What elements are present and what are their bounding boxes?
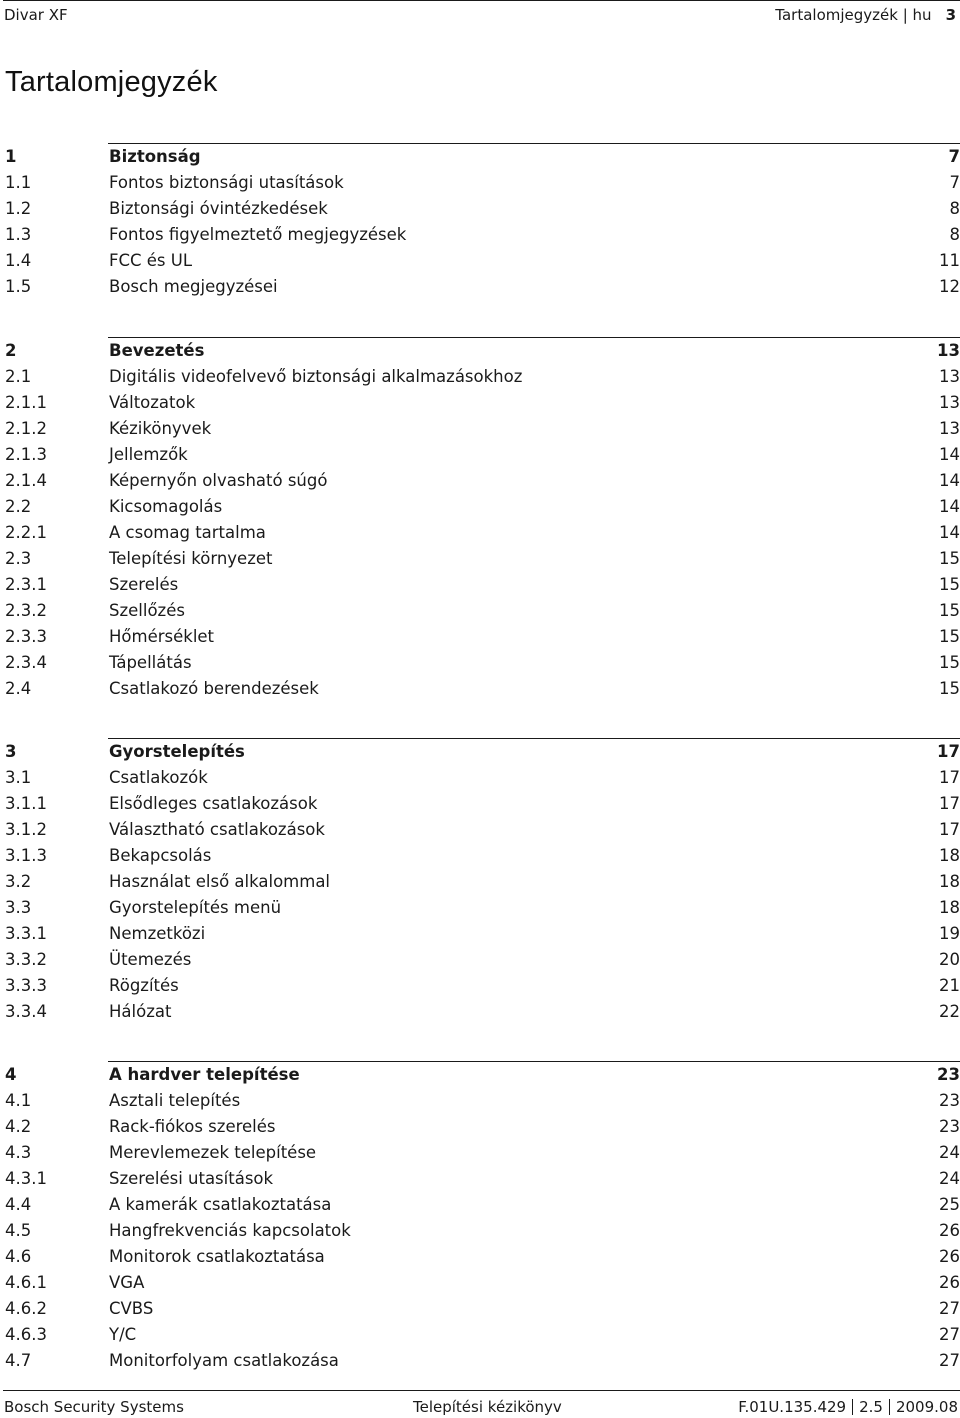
toc-entry[interactable]	[5, 1140, 960, 1166]
toc-entry-page: 17	[939, 820, 960, 839]
toc-entry-number: 2.3	[5, 549, 32, 568]
toc-entry-title: Merevlemezek telepítése	[109, 1143, 317, 1162]
toc-entry-title: Csatlakozó berendezések	[109, 679, 319, 698]
toc-entry-page: 17	[937, 742, 960, 761]
toc-entry[interactable]	[5, 624, 960, 650]
header-product-name: Divar XF	[4, 6, 68, 24]
toc-entry-page: 11	[939, 251, 960, 270]
header-section-label: Tartalomjegyzék | hu	[775, 6, 932, 24]
toc-entry-page: 21	[939, 976, 960, 995]
header-section-info	[775, 6, 956, 24]
toc-entry-title: Biztonsági óvintézkedések	[109, 199, 328, 218]
toc-entry[interactable]	[5, 416, 960, 442]
toc-entry-title: Rögzítés	[109, 976, 179, 995]
toc-entry-number: 4.1	[5, 1091, 32, 1110]
footer-rule	[3, 1390, 960, 1391]
toc-entry-title: Szellőzés	[109, 601, 185, 620]
toc-entry-title: Bevezetés	[109, 341, 205, 360]
toc-entry-page: 15	[939, 601, 960, 620]
toc-entry-page: 15	[939, 679, 960, 698]
toc-entry-number: 2.1.2	[5, 419, 47, 438]
toc-entry-number: 2.3.2	[5, 601, 47, 620]
toc-chapter-entry[interactable]	[5, 338, 960, 364]
footer-version: 2.5	[859, 1398, 883, 1416]
toc-entry[interactable]	[5, 248, 960, 274]
toc-entry[interactable]	[5, 494, 960, 520]
toc-entry-page: 27	[939, 1351, 960, 1370]
toc-entry[interactable]	[5, 843, 960, 869]
toc-entry-page: 13	[937, 341, 960, 360]
toc-entry-number: 3.1.3	[5, 846, 47, 865]
toc-entry-number: 3.3.1	[5, 924, 47, 943]
toc-entry-title: Hőmérséklet	[109, 627, 215, 646]
toc-entry-title: A csomag tartalma	[109, 523, 266, 542]
toc-entry[interactable]	[5, 364, 960, 390]
toc-entry-number: 3	[5, 742, 17, 761]
toc-entry-page: 25	[939, 1195, 960, 1214]
toc-entry-title: Bekapcsolás	[109, 846, 212, 865]
toc-entry-number: 4.4	[5, 1195, 32, 1214]
footer-document-info	[738, 1398, 958, 1416]
toc-section	[5, 337, 960, 702]
toc-entry-page: 23	[937, 1065, 960, 1084]
toc-entry-number: 2.1	[5, 367, 32, 386]
footer-document-type: Telepítési kézikönyv	[413, 1398, 562, 1416]
toc-entry-title: Jellemzők	[109, 445, 188, 464]
toc-entry-title: Tápellátás	[109, 653, 192, 672]
toc-entry-title: A kamerák csatlakoztatása	[109, 1195, 332, 1214]
toc-entry-title: Monitorfolyam csatlakozása	[109, 1351, 339, 1370]
toc-entry-page: 20	[939, 950, 960, 969]
toc-entry[interactable]	[5, 791, 960, 817]
toc-entry-page: 13	[939, 367, 960, 386]
toc-entry-number: 1	[5, 147, 17, 166]
footer-separator	[852, 1399, 853, 1415]
toc-entry-number: 3.3	[5, 898, 32, 917]
toc-entry-page: 18	[939, 898, 960, 917]
toc-entry[interactable]	[5, 973, 960, 999]
toc-entry-page: 7	[948, 147, 960, 166]
toc-entry-number: 2.1.1	[5, 393, 47, 412]
toc-entry-number: 2.3.4	[5, 653, 47, 672]
toc-chapter-entry[interactable]	[5, 144, 960, 170]
toc-section	[5, 738, 960, 1025]
toc-entry-number: 1.1	[5, 173, 32, 192]
toc-entry-page: 17	[939, 768, 960, 787]
toc-entry-number: 2.4	[5, 679, 32, 698]
toc-entry-page: 23	[939, 1117, 960, 1136]
toc-entry-title: Képernyőn olvasható súgó	[109, 471, 328, 490]
toc-entry-title: Gyorstelepítés	[109, 742, 245, 761]
toc-entry-number: 4.6.1	[5, 1273, 47, 1292]
toc-entry-number: 2.2.1	[5, 523, 47, 542]
toc-entry-page: 15	[939, 575, 960, 594]
toc-entry-page: 27	[939, 1325, 960, 1344]
toc-entry-number: 1.3	[5, 225, 32, 244]
page-title: Tartalomjegyzék	[5, 66, 218, 98]
toc-entry-page: 14	[939, 471, 960, 490]
toc-entry-page: 18	[939, 846, 960, 865]
header-rule	[3, 0, 960, 1]
toc-entry-number: 4.7	[5, 1351, 32, 1370]
toc-entry-number: 2.3.3	[5, 627, 47, 646]
toc-entry[interactable]	[5, 442, 960, 468]
toc-entry-number: 4.5	[5, 1221, 32, 1240]
toc-entry-page: 26	[939, 1221, 960, 1240]
toc-entry-number: 3.3.3	[5, 976, 47, 995]
toc-entry[interactable]	[5, 274, 960, 300]
toc-entry-title: Bosch megjegyzései	[109, 277, 278, 296]
toc-entry[interactable]	[5, 1322, 960, 1348]
toc-entry-page: 8	[949, 225, 960, 244]
toc-entry-number: 4.3.1	[5, 1169, 47, 1188]
toc-entry[interactable]	[5, 170, 960, 196]
toc-entry-page: 15	[939, 627, 960, 646]
toc-entry-title: Ütemezés	[109, 950, 192, 969]
toc-entry-number: 3.1.1	[5, 794, 47, 813]
toc-entry-page: 26	[939, 1247, 960, 1266]
toc-entry-number: 2	[5, 341, 17, 360]
toc-entry-number: 4.6.2	[5, 1299, 47, 1318]
toc-entry-number: 2.1.4	[5, 471, 47, 490]
toc-entry-number: 3.1	[5, 768, 32, 787]
toc-entry[interactable]	[5, 1218, 960, 1244]
toc-entry-title: Hangfrekvenciás kapcsolatok	[109, 1221, 351, 1240]
toc-entry-title: Választható csatlakozások	[109, 820, 325, 839]
footer-company: Bosch Security Systems	[4, 1398, 184, 1416]
toc-entry-page: 18	[939, 872, 960, 891]
toc-entry-title: Változatok	[109, 393, 196, 412]
toc-entry[interactable]	[5, 1348, 960, 1374]
toc-entry[interactable]	[5, 999, 960, 1025]
page-footer	[0, 1390, 960, 1418]
toc-entry-title: Hálózat	[109, 1002, 172, 1021]
toc-entry-number: 4.6.3	[5, 1325, 47, 1344]
toc-section	[5, 1061, 960, 1374]
toc-entry-page: 27	[939, 1299, 960, 1318]
toc-entry-number: 1.2	[5, 199, 32, 218]
toc-entry-title: A hardver telepítése	[109, 1065, 300, 1084]
toc-entry[interactable]	[5, 1192, 960, 1218]
toc-entry-number: 4	[5, 1065, 17, 1084]
toc-entry-number: 3.2	[5, 872, 32, 891]
toc-entry[interactable]	[5, 650, 960, 676]
toc-entry-page: 7	[949, 173, 960, 192]
toc-entry-title: Fontos biztonsági utasítások	[109, 173, 344, 192]
toc-entry-page: 23	[939, 1091, 960, 1110]
toc-entry[interactable]	[5, 1166, 960, 1192]
header-page-number: 3	[945, 6, 956, 24]
toc-entry-number: 4.6	[5, 1247, 32, 1266]
toc-entry[interactable]	[5, 1244, 960, 1270]
toc-entry[interactable]	[5, 1114, 960, 1140]
toc-entry[interactable]	[5, 1088, 960, 1114]
toc-entry-title: FCC és UL	[109, 251, 193, 270]
toc-entry-number: 3.1.2	[5, 820, 47, 839]
toc-section	[5, 143, 960, 300]
toc-entry[interactable]	[5, 390, 960, 416]
toc-entry[interactable]	[5, 676, 960, 702]
toc-entry-number: 2.2	[5, 497, 32, 516]
toc-entry-title: Asztali telepítés	[109, 1091, 241, 1110]
footer-date: 2009.08	[895, 1398, 958, 1416]
toc-entry-page: 13	[939, 419, 960, 438]
toc-entry-number: 4.2	[5, 1117, 32, 1136]
toc-entry[interactable]	[5, 895, 960, 921]
toc-entry[interactable]	[5, 546, 960, 572]
toc-entry[interactable]	[5, 196, 960, 222]
toc-entry-page: 14	[939, 523, 960, 542]
toc-entry-number: 3.3.2	[5, 950, 47, 969]
toc-chapter-entry[interactable]	[5, 1062, 960, 1088]
toc-entry-title: Telepítési környezet	[109, 549, 273, 568]
footer-document-number: F.01U.135.429	[738, 1398, 847, 1416]
toc-entry-page: 24	[939, 1169, 960, 1188]
toc-entry-title: Digitális videofelvevő biztonsági alkalmazásokhoz	[109, 367, 523, 386]
toc-entry-title: Szerelés	[109, 575, 179, 594]
toc-entry-title: VGA	[109, 1273, 145, 1292]
toc-entry-number: 4.3	[5, 1143, 32, 1162]
toc-entry-page: 13	[939, 393, 960, 412]
toc-entry[interactable]	[5, 572, 960, 598]
toc-entry-title: Monitorok csatlakoztatása	[109, 1247, 325, 1266]
toc-entry-page: 22	[939, 1002, 960, 1021]
toc-entry-title: Biztonság	[109, 147, 201, 166]
toc-entry-title: Kézikönyvek	[109, 419, 212, 438]
toc-entry-page: 8	[949, 199, 960, 218]
toc-entry-page: 14	[939, 445, 960, 464]
footer-separator	[889, 1399, 890, 1415]
toc-entry-page: 17	[939, 794, 960, 813]
toc-entry[interactable]	[5, 468, 960, 494]
toc-entry[interactable]	[5, 817, 960, 843]
toc-entry-title: Rack-fiókos szerelés	[109, 1117, 276, 1136]
toc-chapter-entry[interactable]	[5, 739, 960, 765]
toc-entry-page: 26	[939, 1273, 960, 1292]
toc-entry[interactable]	[5, 598, 960, 624]
toc-entry-title: Kicsomagolás	[109, 497, 223, 516]
toc-entry[interactable]	[5, 1270, 960, 1296]
toc-entry-page: 24	[939, 1143, 960, 1162]
toc-entry-page: 15	[939, 653, 960, 672]
toc-entry[interactable]	[5, 765, 960, 791]
toc-entry-title: Nemzetközi	[109, 924, 206, 943]
toc-entry-page: 14	[939, 497, 960, 516]
toc-entry-title: Csatlakozók	[109, 768, 208, 787]
toc-entry-title: Elsődleges csatlakozások	[109, 794, 318, 813]
toc-entry-page: 15	[939, 549, 960, 568]
toc-entry-title: Használat első alkalommal	[109, 872, 331, 891]
toc-entry-number: 1.5	[5, 277, 32, 296]
toc-entry-title: CVBS	[109, 1299, 154, 1318]
page-header	[0, 0, 960, 34]
toc-entry-title: Y/C	[109, 1325, 137, 1344]
toc-entry-title: Szerelési utasítások	[109, 1169, 274, 1188]
toc-entry[interactable]	[5, 947, 960, 973]
toc-entry[interactable]	[5, 869, 960, 895]
table-of-contents	[5, 143, 960, 1374]
toc-entry-title: Gyorstelepítés menü	[109, 898, 282, 917]
toc-entry-title: Fontos figyelmeztető megjegyzések	[109, 225, 407, 244]
toc-entry[interactable]	[5, 520, 960, 546]
toc-entry[interactable]	[5, 921, 960, 947]
toc-entry[interactable]	[5, 222, 960, 248]
toc-entry-number: 3.3.4	[5, 1002, 47, 1021]
toc-entry-number: 1.4	[5, 251, 32, 270]
toc-entry-number: 2.1.3	[5, 445, 47, 464]
toc-entry-page: 12	[939, 277, 960, 296]
toc-entry-number: 2.3.1	[5, 575, 47, 594]
toc-entry-page: 19	[939, 924, 960, 943]
toc-entry[interactable]	[5, 1296, 960, 1322]
